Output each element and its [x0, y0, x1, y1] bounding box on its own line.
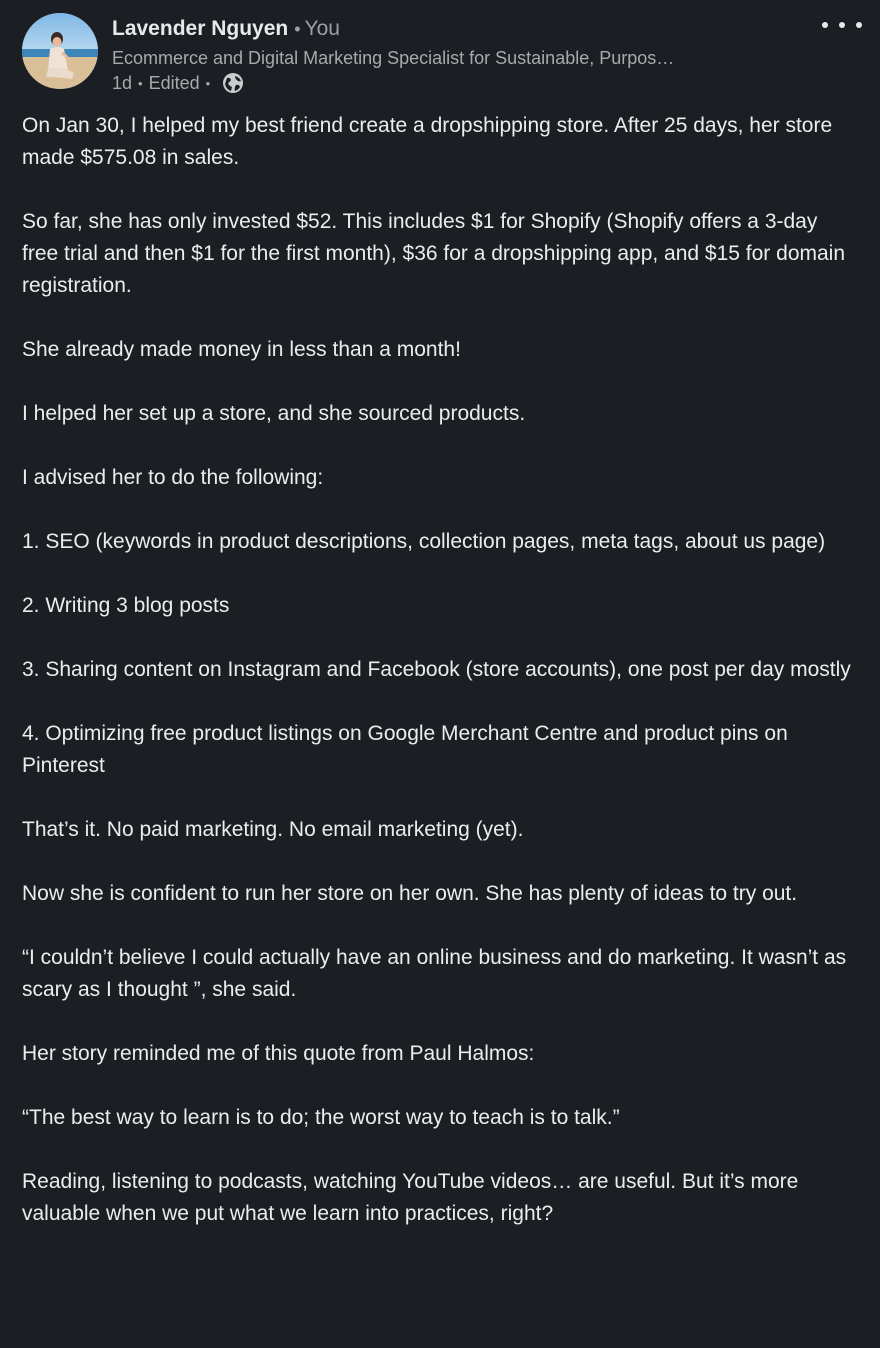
author-relation: You	[304, 17, 340, 40]
post-paragraph: Her story reminded me of this quote from Paul Halmos:	[22, 1042, 535, 1065]
post-paragraph: 4. Optimizing free product listings on Google Merchant Centre and product pins on Pinterest	[22, 722, 788, 777]
post-paragraph: “The best way to learn is to do; the worst way to teach is to talk.”	[22, 1106, 620, 1129]
bullet-separator: •	[294, 19, 301, 39]
post-meta	[112, 72, 244, 94]
post-paragraph: That’s it. No paid marketing. No email marketing (yet).	[22, 818, 524, 841]
avatar-image	[22, 13, 98, 89]
globe-icon	[222, 72, 244, 94]
post-time: 1d	[112, 72, 133, 93]
avatar[interactable]	[22, 13, 98, 89]
post-paragraph: So far, she has only invested $52. This includes $1 for Shopify (Shopify offers a 3-day free trial and then $1 for the first month), $36 for a dropshipping app, and $15 for domain registration.	[22, 210, 846, 297]
post-header	[22, 13, 862, 93]
post-paragraph: “I couldn’t believe I could actually have an online business and do marketing. It wasn’t as scary as I thought ”, she said.	[22, 946, 847, 1001]
bullet-separator: •	[205, 75, 211, 91]
post-paragraph: On Jan 30, I helped my best friend create a dropshipping store. After 25 days, her store made $575.08 in sales.	[22, 114, 833, 169]
post-paragraph: Now she is confident to run her store on her own. She has plenty of ideas to try out.	[22, 882, 798, 905]
author-line	[112, 17, 340, 41]
edited-label: Edited	[148, 72, 200, 93]
post-paragraph: I advised her to do the following:	[22, 466, 324, 489]
bullet-separator: •	[138, 75, 143, 91]
post-paragraph: 2. Writing 3 blog posts	[22, 594, 230, 617]
post-paragraph: She already made money in less than a month!	[22, 338, 461, 361]
post-paragraph: I helped her set up a store, and she sourced products.	[22, 402, 526, 425]
post-paragraph: Reading, listening to podcasts, watching YouTube videos… are useful. But it’s more valuable when we put what we learn into practices, right?	[22, 1170, 799, 1225]
author-headline: Ecommerce and Digital Marketing Specialist for Sustainable, Purpos…	[112, 48, 675, 68]
author-name[interactable]: Lavender Nguyen	[112, 17, 289, 40]
post-paragraph: 1. SEO (keywords in product descriptions, collection pages, meta tags, about us page)	[22, 530, 826, 553]
post-body	[22, 110, 858, 1262]
post-paragraph: 3. Sharing content on Instagram and Facebook (store accounts), one post per day mostly	[22, 658, 851, 681]
more-horizontal-icon[interactable]	[822, 15, 862, 35]
